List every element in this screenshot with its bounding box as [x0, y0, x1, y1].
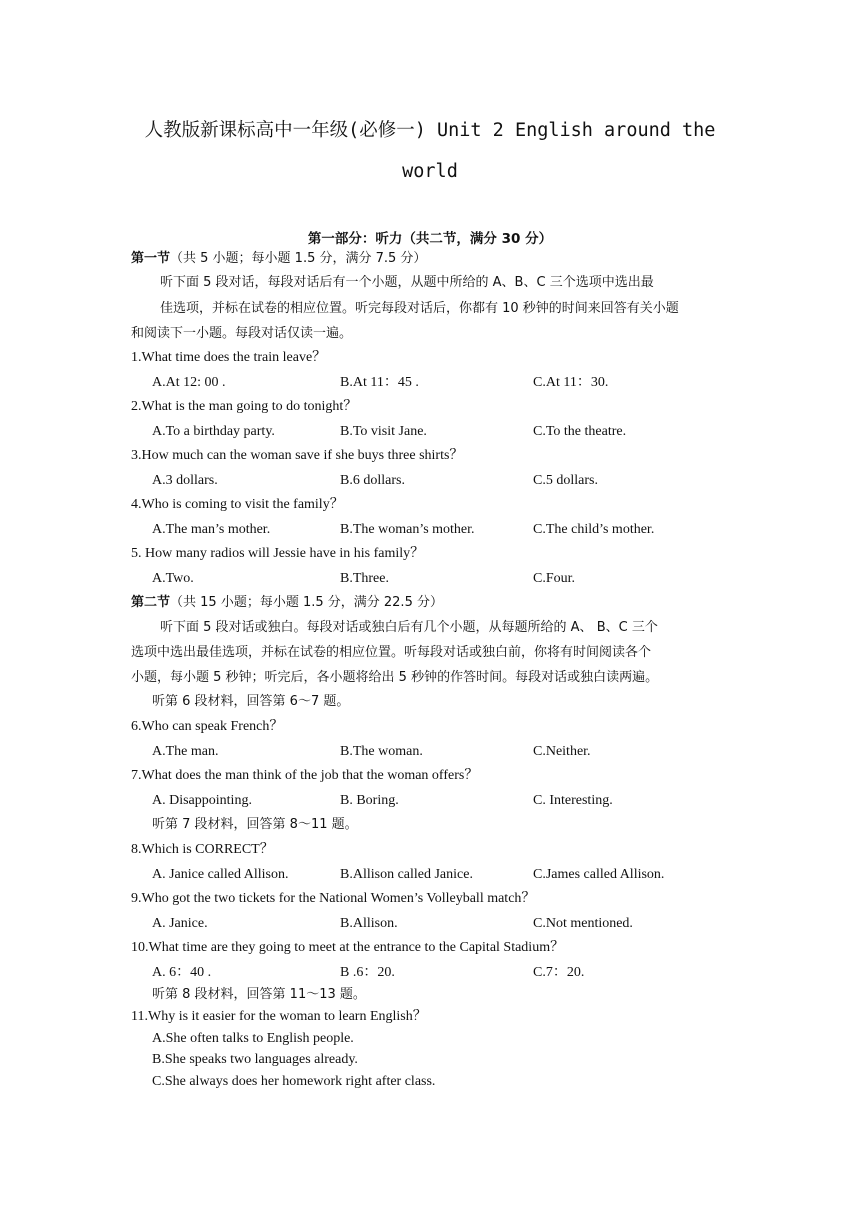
- document-title-line-1: 人教版新课标高中一年级(必修一) Unit 2 English around the: [144, 120, 716, 141]
- question-1: 1.What time does the train leave？: [131, 350, 327, 365]
- question-4-option-a: A.The man’s mother.: [152, 522, 271, 537]
- question-7: 7.What does the man think of the job that the woman offers？: [131, 768, 479, 783]
- question-4-option-c: C.The child’s mother.: [533, 522, 655, 537]
- question-3: 3.How much can the woman save if she buys three shirts？: [131, 448, 464, 463]
- question-1-option-a: A.At 12: 00 .: [152, 375, 226, 390]
- section-two-instruction-2: 选项中选出最佳选项，并标在试卷的相应位置。听每段对话或独白前，你将有时间阅读各个: [131, 645, 652, 660]
- question-1-option-c: C.At 11：30.: [533, 375, 609, 390]
- question-11-option-b: B.She speaks two languages already.: [152, 1052, 358, 1067]
- question-7-option-b: B. Boring.: [340, 793, 399, 808]
- question-6: 6.Who can speak French？: [131, 719, 284, 734]
- question-4-option-b: B.The woman’s mother.: [340, 522, 475, 537]
- question-9-option-a: A. Janice.: [152, 916, 208, 931]
- question-10: 10.What time are they going to meet at the entrance to the Capital Stadium？: [131, 940, 565, 955]
- question-2: 2.What is the man going to do tonight？: [131, 399, 358, 414]
- question-6-option-c: C.Neither.: [533, 744, 591, 759]
- section-two-instruction-3: 小题，每小题 5 秒钟；听完后，各小题将给出 5 秒钟的作答时间。每段对话或独白读两遍。: [131, 670, 659, 685]
- material-note-6: 听第 6 段材料，回答第 6～7 题。: [152, 694, 350, 709]
- question-3-option-c: C.5 dollars.: [533, 473, 598, 488]
- question-10-option-b: B .6：20.: [340, 965, 395, 980]
- question-11: 11.Why is it easier for the woman to learn English？: [131, 1009, 427, 1024]
- question-3-option-b: B.6 dollars.: [340, 473, 405, 488]
- question-8: 8.Which is CORRECT？: [131, 842, 274, 857]
- material-note-8: 听第 8 段材料，回答第 11～13 题。: [152, 987, 366, 1002]
- question-9-option-c: C.Not mentioned.: [533, 916, 633, 931]
- section-two-info: （共 15 小题；每小题 1.5 分，满分 22.5 分）: [170, 595, 443, 610]
- question-10-option-c: C.7：20.: [533, 965, 585, 980]
- question-11-option-a: A.She often talks to English people.: [152, 1031, 354, 1046]
- question-7-option-c: C. Interesting.: [533, 793, 613, 808]
- question-8-option-b: B.Allison called Janice.: [340, 867, 473, 882]
- question-5-option-b: B.Three.: [340, 571, 389, 586]
- section-one-instruction-1: 听下面 5 段对话，每段对话后有一个小题，从题中所给的 A、B、C 三个选项中选出最: [160, 275, 654, 290]
- question-1-option-b: B.At 11：45 .: [340, 375, 419, 390]
- section-two-label: 第二节: [131, 595, 171, 610]
- question-2-option-b: B.To visit Jane.: [340, 424, 427, 439]
- question-11-option-c: C.She always does her homework right after class.: [152, 1074, 436, 1089]
- section-two-instruction-1: 听下面 5 段对话或独白。每段对话或独白后有几个小题，从每题所给的 A、 B、C 三个: [160, 620, 658, 635]
- part-one-heading: 第一部分：听力（共二节，满分 30 分）: [307, 231, 553, 247]
- section-one-info: （共 5 小题；每小题 1.5 分，满分 7.5 分）: [170, 251, 427, 266]
- question-5-option-c: C.Four.: [533, 571, 576, 586]
- question-6-option-b: B.The woman.: [340, 744, 423, 759]
- section-one-instruction-2: 佳选项，并标在试卷的相应位置。听完每段对话后，你都有 10 秒钟的时间来回答有关小题: [160, 301, 679, 316]
- question-3-option-a: A.3 dollars.: [152, 473, 218, 488]
- question-8-option-a: A. Janice called Allison.: [152, 867, 289, 882]
- question-9-option-b: B.Allison.: [340, 916, 398, 931]
- section-two-header: [131, 594, 443, 612]
- question-4: 4.Who is coming to visit the family？: [131, 497, 344, 512]
- document-title-line-2: world: [402, 161, 458, 182]
- question-2-option-c: C.To the theatre.: [533, 424, 627, 439]
- question-5-option-a: A.Two.: [152, 571, 194, 586]
- question-8-option-c: C.James called Allison.: [533, 867, 665, 882]
- section-one-label: 第一节: [131, 251, 171, 266]
- question-5: 5. How many radios will Jessie have in his family？: [131, 546, 425, 561]
- section-one-instruction-3: 和阅读下一小题。每段对话仅读一遍。: [131, 326, 353, 341]
- material-note-7: 听第 7 段材料，回答第 8～11 题。: [152, 817, 358, 832]
- question-2-option-a: A.To a birthday party.: [152, 424, 275, 439]
- question-7-option-a: A. Disappointing.: [152, 793, 252, 808]
- question-9: 9.Who got the two tickets for the National Women’s Volleyball match？: [131, 891, 536, 906]
- section-one-header: [131, 250, 426, 268]
- question-10-option-a: A. 6：40 .: [152, 965, 212, 980]
- question-6-option-a: A.The man.: [152, 744, 219, 759]
